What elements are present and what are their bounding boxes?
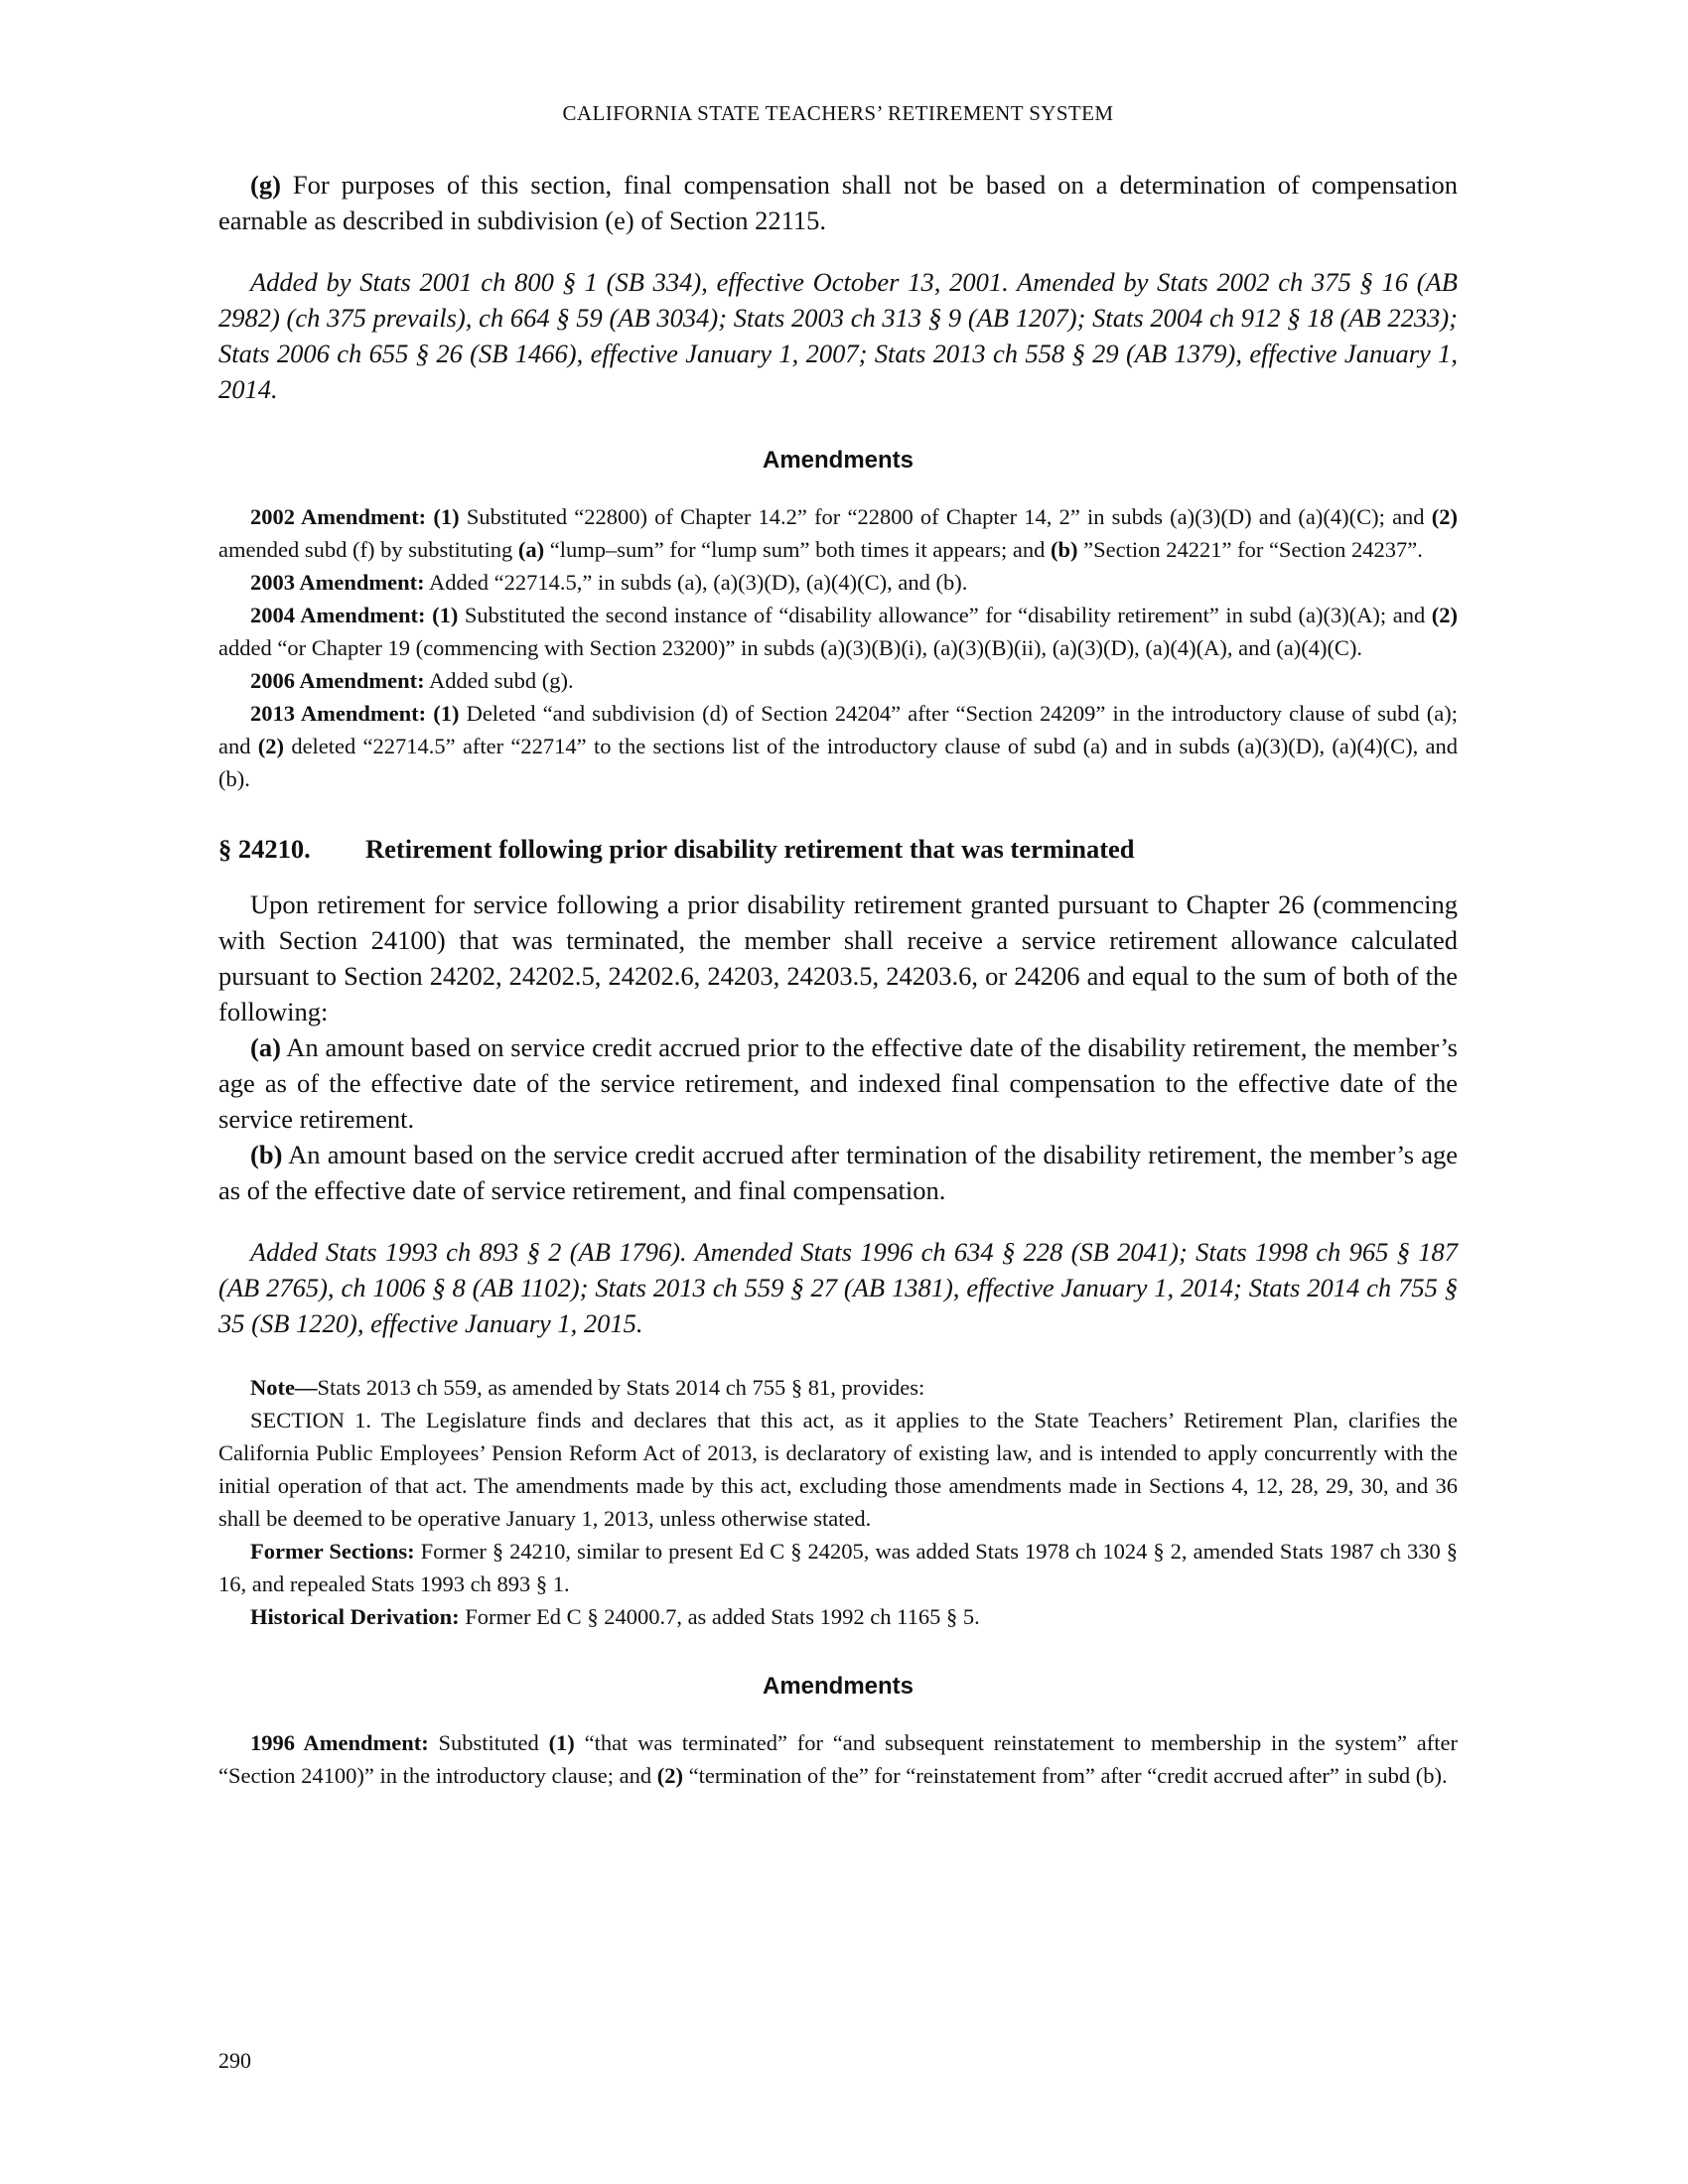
note-section-1: SECTION 1. The Legislature finds and declares that this act, as it applies to the State Teachers’ Retirement Plan, clarifies the California Public Employees’ Pension Reform Act of 2013, is declaratory of existing law, and is intended to apply concurrently with the initial operation of that act. The amendments made by this act, excluding those amendments made in Sections 4, 12, 28, 29, 30, and 36 shall be deemed to be operative January 1, 2013, unless otherwise stated. [218, 1408, 1458, 1531]
section-title: Retirement following prior disability retirement that was terminated [365, 834, 1135, 864]
page [218, 0, 1458, 2184]
page-number: 290 [218, 2048, 251, 2073]
amendments-heading: Amendments [762, 447, 914, 474]
amendment-2002: 2002 Amendment: (1) Substituted “22800) of Chapter 14.2” for “22800 of Chapter 14, 2” in subds (a)(3)(D) and (a)(4)(C); and (2) amended subd (f) by substituting (a) “lump–sum” for “lump sum” both times it appears; and (b) ”Section 24221” for “Section 24237”. [218, 504, 1458, 562]
subdivision-g: (g) For purposes of this section, final compensation shall not be based on a determination of compensation earnable as described in subdivision (e) of Section 22115. [218, 170, 1458, 235]
history-note: Added Stats 1993 ch 893 § 2 (AB 1796). Amended Stats 1996 ch 634 § 228 (SB 2041); Stats 1998 ch 965 § 187 (AB 2765), ch 1006 § 8 (AB 1102); Stats 2013 ch 559 § 27 (AB 1381), effective January 1, 2014; Stats 2014 ch 755 § 35 (SB 1220), effective January 1, 2015. [218, 1237, 1458, 1338]
amendment-2004: 2004 Amendment: (1) Substituted the second instance of “disability allowance” for “disability retirement” in subd (a)(3)(A); and (2) added “or Chapter 19 (commencing with Section 23200)” in subds (a)(3)(B)(i), (a)(3)(B)(ii), (a)(3)(D), (a)(4)(A), and (a)(4)(C). [218, 603, 1458, 660]
section-heading [218, 831, 1458, 867]
history-note: Added by Stats 2001 ch 800 § 1 (SB 334), effective October 13, 2001. Amended by Stats 2002 ch 375 § 16 (AB 2982) (ch 375 prevails), ch 664 § 59 (AB 3034); Stats 2003 ch 313 § 9 (AB 1207); Stats 2004 ch 912 § 18 (AB 2233); Stats 2006 ch 655 § 26 (SB 1466), effective January 1, 2007; Stats 2013 ch 558 § 29 (AB 1379), effective January 1, 2014. [218, 267, 1458, 404]
amendment-2013: 2013 Amendment: (1) Deleted “and subdivision (d) of Section 24204” after “Section 24209” in the introductory clause of subd (a); and (2) deleted “22714.5” after “22714” to the sections list of the introductory clause of subd (a) and in subds (a)(3)(D), (a)(4)(C), and (b). [218, 701, 1459, 791]
historical-derivation: Historical Derivation: Former Ed C § 24000.7, as added Stats 1992 ch 1165 § 5. [250, 1604, 980, 1629]
amendments-heading: Amendments [762, 1673, 914, 1700]
amendment-2003: 2003 Amendment: Added “22714.5,” in subds (a), (a)(3)(D), (a)(4)(C), and (b). [250, 570, 968, 595]
section-number: § 24210. [218, 834, 311, 864]
subdivision-b: (b) An amount based on the service credit accrued after termination of the disability retirement, the member’s age as of the effective date of service retirement, and final compensation. [218, 1140, 1458, 1205]
amendment-2006: 2006 Amendment: Added subd (g). [250, 668, 574, 693]
page-content [218, 167, 1458, 1792]
running-head: CALIFORNIA STATE TEACHERS’ RETIREMENT SYSTEM [562, 101, 1114, 125]
section-intro: Upon retirement for service following a prior disability retirement granted pursuant to Chapter 26 (commencing with Section 24100) that was terminated, the member shall receive a service retirement allowance calculated pursuant to Section 24202, 24202.5, 24202.6, 24203, 24203.5, 24203.6, or 24206 and equal to the sum of both of the following: [218, 889, 1458, 1026]
amendment-1996: 1996 Amendment: Substituted (1) “that was terminated” for “and subsequent reinstatement to membership in the system” after “Section 24100)” in the introductory clause; and (2) “termination of the” for “reinstatement from” after “credit accrued after” in subd (b). [218, 1730, 1458, 1788]
former-sections: Former Sections: Former § 24210, similar to present Ed C § 24205, was added Stats 1978 ch 1024 § 2, amended Stats 1987 ch 330 § 16, and repealed Stats 1993 ch 893 § 1. [218, 1539, 1458, 1596]
subdivision-a: (a) An amount based on service credit accrued prior to the effective date of the disability retirement, the member’s age as of the effective date of the service retirement, and indexed final compensation to the effective date of the service retirement. [218, 1032, 1458, 1134]
note-paragraph: Note—Stats 2013 ch 559, as amended by Stats 2014 ch 755 § 81, provides: [250, 1375, 925, 1400]
subdivision-label: (g) [250, 170, 281, 200]
